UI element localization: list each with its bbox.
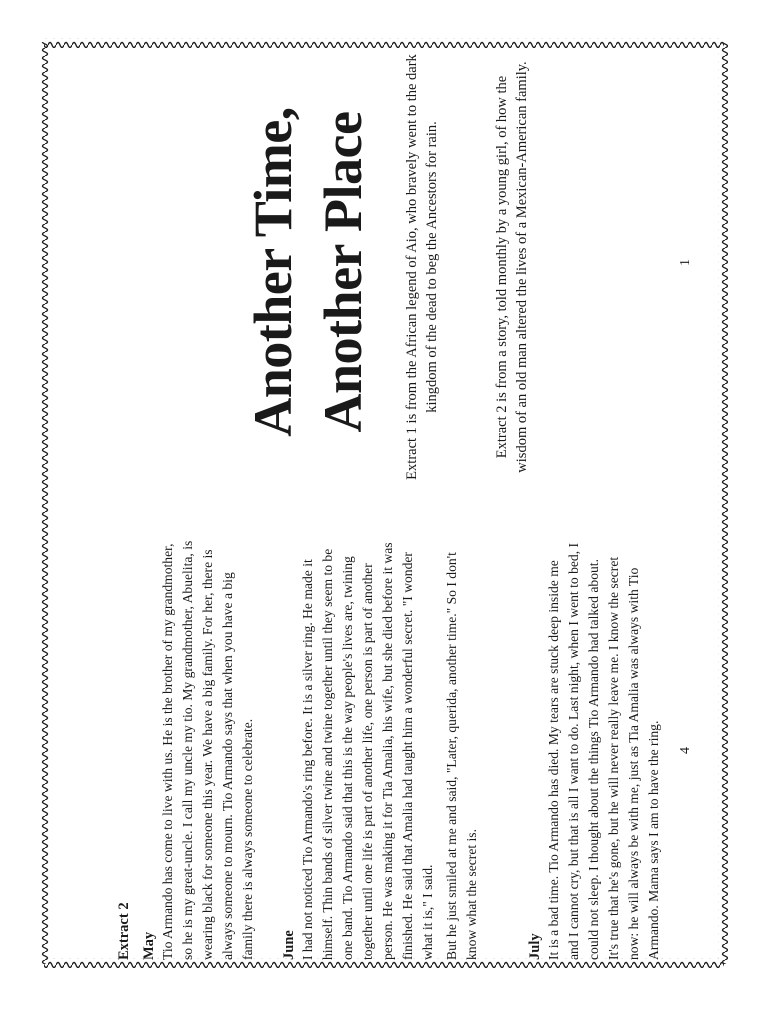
extract-heading: Extract 2 <box>116 902 132 960</box>
month-heading-june: June <box>281 930 297 960</box>
left-page <box>18 542 750 1012</box>
section-july <box>526 540 664 960</box>
extract-2-blurb: Extract 2 is from a story, told monthly by a young girl, of how the wisdom of an old man altered the lives of a Mexican-American family. <box>494 61 530 473</box>
june-paragraph-2: But he just smiled at me and said, "Later, querida, another time." So I don't know what the secret is. <box>444 552 479 960</box>
rotated-book-spread <box>18 12 750 1012</box>
section-june <box>280 540 482 960</box>
month-heading-may: May <box>141 931 157 960</box>
extract-1-blurb: Extract 1 is from the African legend of Aio, who bravely went to the dark kingdom of the dead to beg the Ancestors for rain. <box>404 54 440 480</box>
right-page <box>18 12 750 512</box>
title-line-1: Another Time, <box>243 107 303 437</box>
june-paragraph-1: I had not noticed Tio Armando's ring before. It is a silver ring. He made it himself. Thin bands of silver twine and twine together until they seem to be one band. Tio Armando said that this is the way people's lives are, twining together until one life is part of another life, one person is part of another person. He was making it for Tia Amalia, his wife, but she died before it was finished. He said that Amalia had taught him a wonderful secret. "I wonder what it is," I said. <box>300 542 435 960</box>
page-number-left: 4 <box>678 747 693 754</box>
page-title <box>238 32 378 512</box>
page-number-right: 1 <box>678 259 693 266</box>
may-paragraph: Tio Armando has come to live with us. He is the brother of my grandmother, so he is my great-uncle. I call my uncle my tio. My grandmother, Abuelita, is wearing black for someone this year. We have a big family. For her, there is always someone to mourn. Tio Armando says that when you have a big family there is always someone to celebrate. <box>160 540 255 960</box>
july-paragraph: It is a bad time. Tio Armando has died. My tears are stuck deep inside me and I cannot cry, but that is all I want to do. Last night, when I went to bed, I could not sleep. I thought about the things Tio Armando had talked about. It's true that he's gone, but he will never really leave me. I know the secret now: he will always be with me, just as Tia Amalia was always with Tio Armando. Mama says I am to have the ring. <box>546 542 661 960</box>
title-line-2: Another Place <box>313 111 373 433</box>
section-may <box>140 540 258 960</box>
month-heading-july: July <box>527 933 543 960</box>
